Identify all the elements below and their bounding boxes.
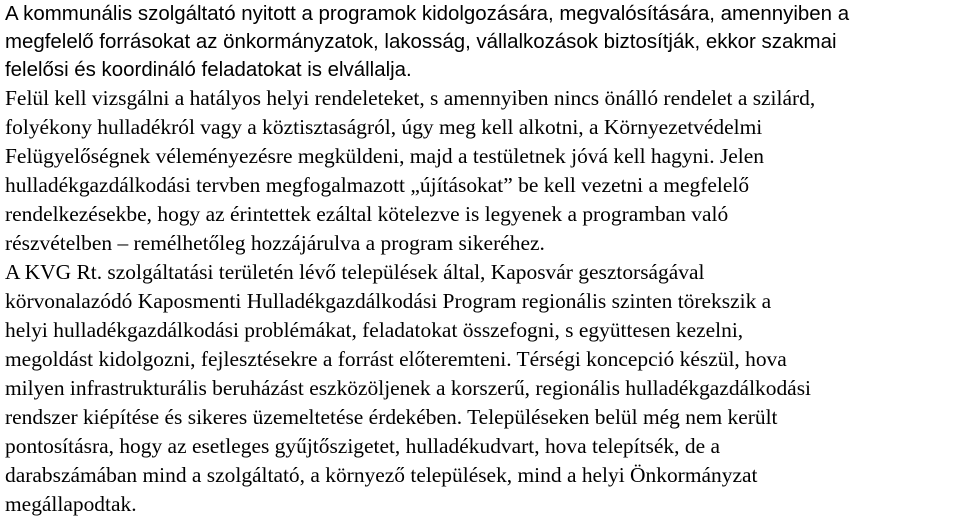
text-line-9: részvételben – remélhetőleg hozzájárulva a program sikeréhez. xyxy=(5,231,545,255)
text-line-13: megoldást kidolgozni, fejlesztésekre a forrást előteremteni. Térségi koncepció készül, hova xyxy=(5,347,787,371)
text-line-6: Felügyelőségnek véleményezésre megküldeni, majd a testületnek jóvá kell hagyni. Jelen xyxy=(5,144,765,168)
text-line-5: folyékony hulladékról vagy a köztisztaságról, úgy meg kell alkotni, a Környezetvédelmi xyxy=(5,115,763,139)
text-line-12: helyi hulladékgazdálkodási problémákat, feladatokat összefogni, s együttesen kezelni, xyxy=(5,318,744,342)
text-line-17: darabszámában mind a szolgáltató, a környező települések, mind a helyi Önkormányzat xyxy=(5,463,758,487)
text-line-8: rendelkezésekbe, hogy az érintettek ezáltal kötelezve is legyenek a programban való xyxy=(5,202,729,226)
document-body xyxy=(5,0,957,519)
text-line-2: megfelelő forrásokat az önkormányzatok, lakosság, vállalkozások biztosítják, ekkor szakmai xyxy=(5,30,837,53)
text-line-16: pontosításra, hogy az esetleges gyűjtőszigetet, hulladékudvart, hova telepítsék, de a xyxy=(5,434,720,458)
text-line-7: hulladékgazdálkodási tervben megfogalmazott „újításokat” be kell vezetni a megfelelő xyxy=(5,173,750,197)
text-line-18: megállapodtak. xyxy=(5,492,137,516)
text-line-10: A KVG Rt. szolgáltatási területén lévő települések által, Kaposvár gesztorságával xyxy=(5,260,705,284)
text-line-15: rendszer kiépítése és sikeres üzemeltetése érdekében. Településeken belül még nem került xyxy=(5,405,778,429)
text-line-11: körvonalazódó Kaposmenti Hulladékgazdálkodási Program regionális szinten törekszik a xyxy=(5,289,772,313)
text-line-3: felelősi és koordináló feladatokat is elvállalja. xyxy=(5,58,412,81)
text-line-1: A kommunális szolgáltató nyitott a programok kidolgozására, megvalósítására, amennyiben a xyxy=(5,2,850,25)
text-line-4: Felül kell vizsgálni a hatályos helyi rendeleteket, s amennyiben nincs önálló rendelet a szilárd, xyxy=(5,86,816,110)
text-line-14: milyen infrastrukturális beruházást eszközöljenek a korszerű, regionális hulladékgazdálkodási xyxy=(5,376,811,400)
